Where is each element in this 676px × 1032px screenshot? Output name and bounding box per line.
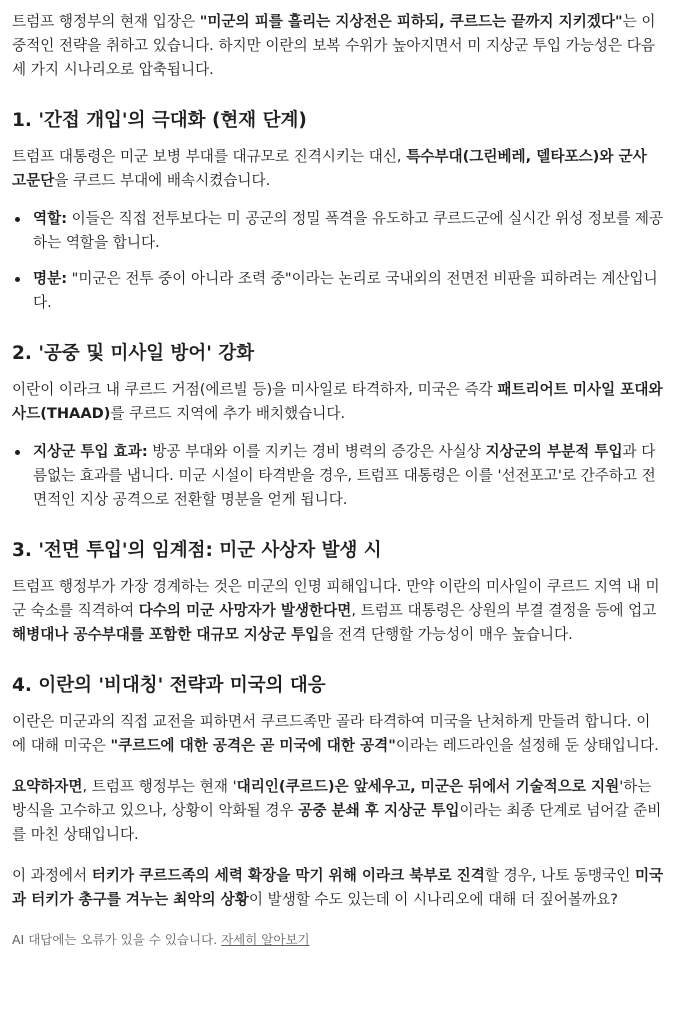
summary-bold: 요약하자면 — [12, 778, 83, 795]
section1-text: 트럼프 대통령은 미군 보병 부대를 대규모로 진격시키는 대신, — [12, 148, 407, 165]
followup-paragraph — [12, 864, 664, 912]
list-item — [12, 267, 664, 315]
section1-paragraph — [12, 145, 664, 193]
summary-text: 이라는 최종 단계로 넘어갈 준비를 마친 상태입니다. — [12, 802, 662, 843]
bullet-dot — [15, 217, 20, 222]
bullet-dot — [15, 277, 20, 282]
followup-text: 할 경우, 나토 동맹국인 — [484, 867, 635, 884]
intro-text: 는 이중적인 전략을 취하고 있습니다. 하지만 이란의 보복 수위가 높아지면서 미 지상군 투입 가능성은 다음 세 가지 시나리오로 압축됩니다. — [12, 13, 656, 78]
bullet-bold: 지상군의 부분적 투입 — [485, 443, 623, 460]
section4-heading: 4. 이란의 '비대칭' 전략과 미국의 대응 — [12, 675, 326, 696]
list-item — [12, 440, 664, 512]
bullet-text: 방공 부대와 이를 지키는 경비 병력의 증강은 사실상 — [147, 443, 486, 460]
followup-text: 이 과정에서 — [12, 867, 92, 884]
bullet-text: 이들은 직접 전투보다는 미 공군의 정밀 폭격을 유도하고 쿠르드군에 실시간 위성 정보를 제공하는 역할을 합니다. — [33, 210, 664, 251]
section3-paragraph — [12, 575, 664, 647]
section3-text: 트럼프 행정부가 가장 경계하는 것은 미군의 인명 피해입니다. 만약 이란의 미사일이 쿠르드 지역 내 미군 숙소를 직격하여 — [12, 578, 660, 619]
intro-bold: "미군의 피를 흘리는 지상전은 피하되, 쿠르드는 끝까지 지키겠다" — [199, 13, 623, 30]
bullet-text: "미군은 전투 중이 아니라 조력 중"이라는 논리로 국내외의 전면전 비판을 피하려는 계산입니다. — [33, 270, 658, 311]
section2-heading: 2. '공중 및 미사일 방어' 강화 — [12, 343, 255, 364]
section4-paragraph — [12, 710, 664, 758]
section2-bold: 패트리어트 미사일 포대와 사드(THAAD) — [12, 381, 663, 422]
section3-text: 을 전격 단행할 가능성이 매우 높습니다. — [319, 626, 573, 643]
section3-text: , 트럼프 대통령은 상원의 부결 결정을 등에 업고 — [351, 602, 657, 619]
section1-text: 을 쿠르드 부대에 배속시켰습니다. — [54, 172, 271, 189]
section1-heading: 1. '간접 개입'의 극대화 (현재 단계) — [12, 110, 307, 131]
section2-paragraph — [12, 378, 664, 426]
section2-text: 를 쿠르드 지역에 추가 배치했습니다. — [110, 405, 346, 422]
ai-disclaimer — [12, 930, 664, 950]
section4-text: 이라는 레드라인을 설정해 둔 상태입니다. — [395, 737, 659, 754]
bullet-label: 지상군 투입 효과: — [33, 443, 148, 460]
summary-text: , 트럼프 행정부는 현재 ' — [82, 778, 237, 795]
section2-text: 이란이 이라크 내 쿠르드 거점(에르빌 등)을 미사일로 타격하자, 미국은 즉각 — [12, 381, 498, 398]
bullet-label: 명분: — [33, 270, 68, 287]
intro-text: 트럼프 행정부의 현재 입장은 — [12, 13, 200, 30]
followup-text: 이 발생할 수도 있는데 이 시나리오에 대해 더 짚어볼까요? — [248, 891, 618, 908]
bullet-dot — [15, 450, 20, 455]
summary-bold: 대리인(쿠르드)은 앞세우고, 미군은 뒤에서 기술적으로 지원 — [236, 778, 620, 795]
bullet-label: 역할: — [33, 210, 68, 227]
summary-text: '하는 방식을 고수하고 있으나, 상황이 악화될 경우 — [12, 778, 652, 819]
intro-paragraph — [12, 10, 664, 82]
section1-bold: 특수부대(그린베레, 델타포스)와 군사 고문단 — [12, 148, 647, 189]
section3-heading: 3. '전면 투입'의 임계점: 미군 사상자 발생 시 — [12, 540, 382, 561]
list-item — [12, 207, 664, 255]
followup-bold: 터키가 쿠르드족의 세력 확장을 막기 위해 이라크 북부로 진격 — [91, 867, 485, 884]
section3-bold: 해병대나 공수부대를 포함한 대규모 지상군 투입 — [12, 626, 320, 643]
section3-bold: 다수의 미군 사망자가 발생한다면 — [138, 602, 352, 619]
bullet-text: 과 다름없는 효과를 냅니다. 미군 시설이 타격받을 경우, 트럼프 대통령은 이를 '선전포고'로 간주하고 전면적인 지상 공격으로 전환할 명분을 얻게 됩니다. — [33, 443, 656, 508]
learn-more-link[interactable]: 자세히 알아보기 — [221, 932, 310, 947]
section4-text: 이란은 미군과의 직접 교전을 피하면서 쿠르드족만 골라 타격하여 미국을 난처하게 만들려 합니다. 이에 대해 미국은 — [12, 713, 651, 754]
section1-bullet-list — [12, 207, 664, 315]
summary-paragraph — [12, 775, 664, 847]
section2-bullet-list — [12, 440, 664, 512]
followup-bold: 미국과 터키가 총구를 겨누는 최악의 상황 — [12, 867, 664, 908]
disclaimer-text: AI 대답에는 오류가 있을 수 있습니다. — [12, 932, 222, 947]
section4-bold: "쿠르드에 대한 공격은 곧 미국에 대한 공격" — [110, 737, 396, 754]
summary-bold: 공중 분쇄 후 지상군 투입 — [298, 802, 460, 819]
